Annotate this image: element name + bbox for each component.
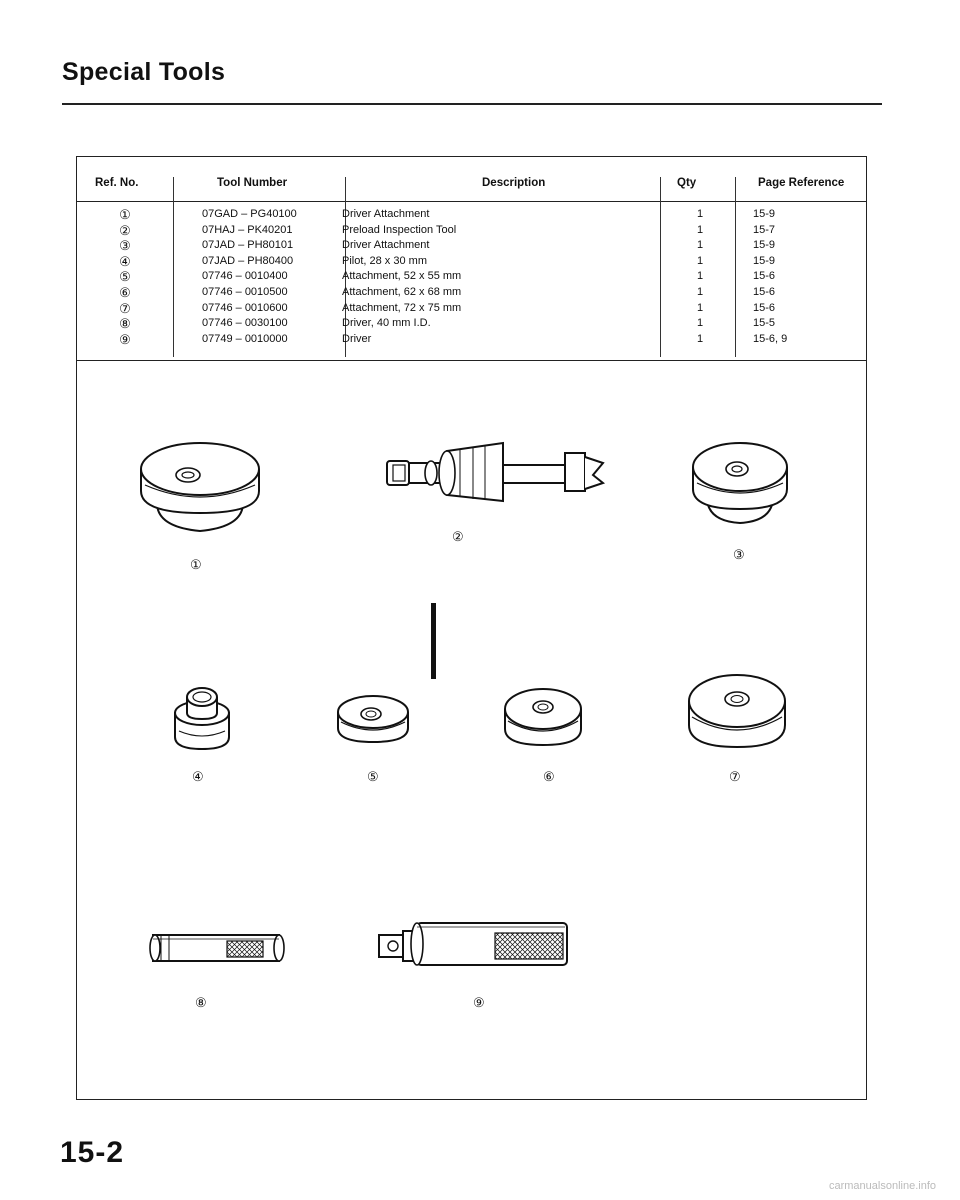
column-divider — [173, 177, 174, 357]
qty-column — [697, 207, 703, 347]
table-cell-ref: ② — [119, 222, 131, 238]
table-cell-ref: ⑦ — [119, 300, 131, 316]
header-tool-number: Tool Number — [217, 177, 288, 189]
table-cell-qty: 1 — [697, 223, 704, 236]
driver-40mm-illustration — [147, 927, 287, 967]
table-cell-ref: ⑥ — [119, 284, 131, 300]
table-cell-tool-number: 07746 – 0030100 — [202, 317, 288, 330]
table-cell-qty: 1 — [697, 332, 704, 345]
tool-number-column — [202, 207, 297, 347]
callout-4: ④ — [192, 769, 204, 784]
attachment-72-illustration — [685, 671, 789, 751]
attachment-52-illustration — [334, 692, 412, 746]
table-cell-tool-number: 07746 – 0010500 — [202, 285, 288, 298]
page-number: 15-2 — [60, 1136, 125, 1169]
table-cell-description: Pilot, 28 x 30 mm — [342, 254, 427, 267]
title-rule — [62, 103, 882, 105]
watermark: carmanualsonline.info — [828, 1180, 936, 1192]
table-cell-page-reference: 15-9 — [753, 208, 776, 220]
table-cell-tool-number: 07746 – 0010400 — [202, 270, 288, 283]
column-divider — [660, 177, 661, 357]
table-body — [77, 201, 866, 361]
table-cell-qty: 1 — [697, 270, 704, 283]
table-cell-ref: ⑤ — [119, 269, 131, 285]
table-cell-page-reference: 15-6 — [753, 301, 776, 314]
table-cell-qty: 1 — [697, 254, 704, 267]
table-cell-page-reference: 15-9 — [753, 239, 776, 252]
table-cell-tool-number: 07JAD – PH80101 — [202, 239, 294, 252]
callout-1: ① — [190, 557, 202, 572]
table-cell-page-reference: 15-6, 9 — [753, 332, 788, 345]
table-cell-page-reference: 15-5 — [753, 317, 776, 330]
section-marker — [431, 603, 436, 679]
driver-illustration — [375, 917, 575, 971]
table-cell-tool-number: 07HAJ – PK40201 — [202, 223, 293, 236]
callout-6: ⑥ — [543, 769, 555, 784]
header-page-reference: Page Reference — [758, 177, 845, 189]
table-cell-description: Attachment, 72 x 75 mm — [342, 301, 462, 314]
callout-7: ⑦ — [729, 769, 741, 784]
callout-2: ② — [452, 529, 464, 544]
callout-3: ③ — [733, 547, 745, 562]
header-description: Description — [482, 177, 546, 189]
table-cell-qty: 1 — [697, 239, 704, 252]
column-divider — [735, 177, 736, 357]
header-qty: Qty — [677, 177, 697, 189]
table-cell-description: Driver, 40 mm I.D. — [342, 317, 431, 330]
table-cell-description: Driver Attachment — [342, 208, 430, 220]
special-tools-panel — [76, 156, 867, 1100]
page-title: Special Tools — [62, 58, 226, 86]
table-cell-description: Attachment, 52 x 55 mm — [342, 270, 462, 283]
table-cell-ref: ⑨ — [119, 331, 131, 347]
table-cell-ref: ④ — [119, 253, 131, 269]
table-cell-qty: 1 — [697, 285, 704, 298]
callout-8: ⑧ — [195, 995, 207, 1010]
table-cell-ref: ⑧ — [119, 316, 131, 332]
table-cell-qty: 1 — [697, 301, 704, 314]
ref-column — [105, 207, 145, 347]
table-cell-description: Driver Attachment — [342, 239, 430, 252]
description-column — [342, 207, 461, 347]
table-cell-tool-number: 07JAD – PH80400 — [202, 254, 294, 267]
table-cell-description: Preload Inspection Tool — [342, 223, 457, 236]
table-cell-ref: ③ — [119, 238, 131, 254]
table-cell-page-reference: 15-7 — [753, 223, 776, 236]
page-reference-column — [753, 207, 787, 347]
table-cell-description: Driver — [342, 332, 372, 345]
table-cell-qty: 1 — [697, 208, 704, 220]
pilot-illustration — [169, 683, 235, 753]
callout-5: ⑤ — [367, 769, 379, 784]
table-cell-tool-number: 07746 – 0010600 — [202, 301, 288, 314]
table-cell-page-reference: 15-6 — [753, 285, 776, 298]
attachment-62-illustration — [501, 685, 585, 749]
table-cell-ref: ① — [119, 207, 131, 222]
table-header — [77, 157, 866, 202]
table-cell-qty: 1 — [697, 317, 704, 330]
driver-attachment-small-illustration — [689, 437, 791, 531]
preload-inspection-tool-illustration — [385, 439, 607, 505]
driver-attachment-illustration — [135, 439, 265, 539]
table-cell-tool-number: 07749 – 0010000 — [202, 332, 288, 345]
header-ref: Ref. No. — [95, 177, 139, 189]
table-cell-page-reference: 15-9 — [753, 254, 776, 267]
table-cell-tool-number: 07GAD – PG40100 — [202, 208, 297, 220]
table-cell-description: Attachment, 62 x 68 mm — [342, 285, 462, 298]
callout-9: ⑨ — [473, 995, 485, 1010]
table-cell-page-reference: 15-6 — [753, 270, 776, 283]
